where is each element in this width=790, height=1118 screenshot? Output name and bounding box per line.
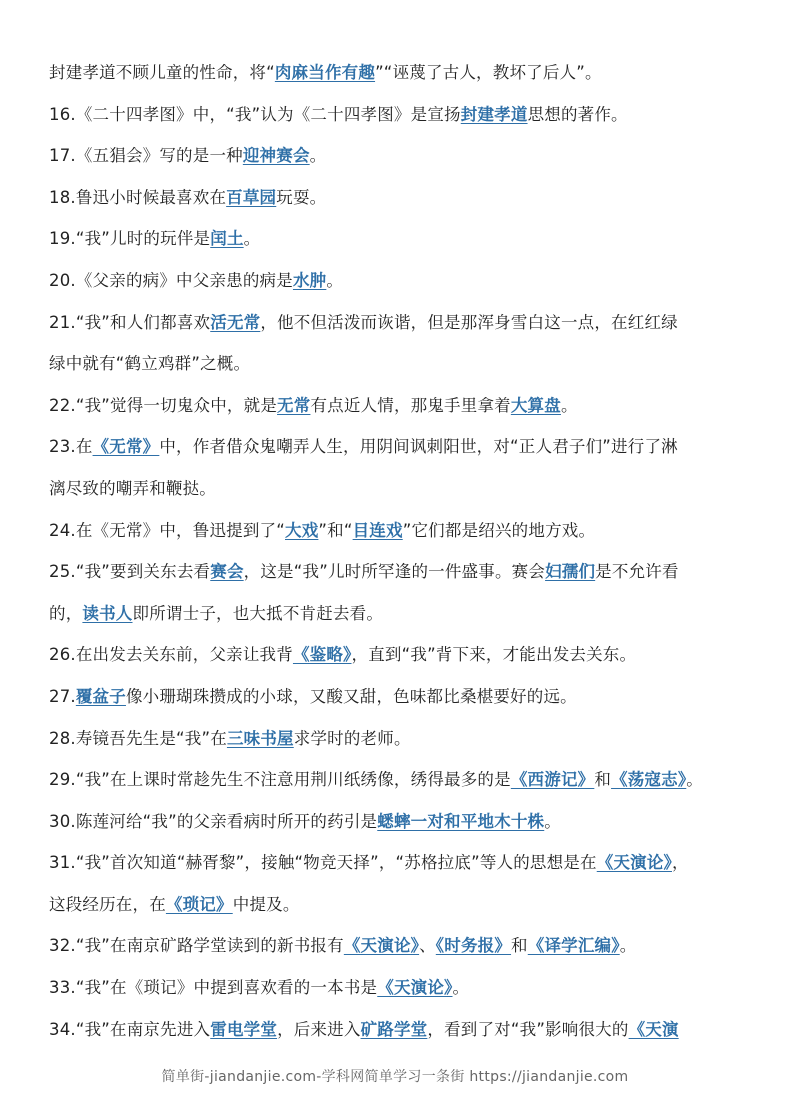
answer-text: 覆盆子 <box>75 686 126 706</box>
text-line <box>49 385 745 427</box>
answer-text: 《译学汇编》 <box>527 936 620 956</box>
line-text: 思想的著作。 <box>527 104 628 124</box>
answer-text: 《无常》 <box>92 437 160 457</box>
line-text: ”和“ <box>318 520 353 540</box>
line-text: 中，作者借众鬼嘲弄人生，用阴间讽刺阳世，对“正人君子们”进行了淋 <box>159 437 678 457</box>
document-body <box>49 52 745 1050</box>
line-text: 和 <box>594 770 612 790</box>
line-text: 。 <box>243 229 261 249</box>
answer-text: 目连戏 <box>352 520 403 540</box>
answer-text: 迎神赛会 <box>242 146 310 166</box>
text-line <box>49 842 745 884</box>
line-text: 33.“我”在《琐记》中提到喜欢看的一本书是 <box>49 978 378 998</box>
text-line <box>49 759 745 801</box>
answer-text: 赛会 <box>210 562 244 582</box>
answer-text: 雷电学堂 <box>210 1019 278 1039</box>
answer-text: 《天演 <box>628 1019 679 1039</box>
line-text: ，后来进入 <box>277 1019 361 1039</box>
answer-text: 百草园 <box>226 187 277 207</box>
answer-text: 活无常 <box>210 312 261 332</box>
line-text: 的， <box>49 603 83 623</box>
line-text: 16.《二十四孝图》中，“我”认为《二十四孝图》是宣扬 <box>49 104 461 124</box>
line-text: 29.“我”在上课时常趁先生不注意用荆川纸绣像，绣得最多的是 <box>49 770 511 790</box>
line-text: 中提及。 <box>232 894 300 914</box>
line-text: 封建孝道不顾儿童的性命，将“ <box>49 63 275 82</box>
text-line <box>49 260 745 302</box>
line-text: 。 <box>619 936 637 956</box>
line-text: 是不允许看 <box>595 562 679 582</box>
line-text: 24.在《无常》中，鲁迅提到了“ <box>49 520 285 540</box>
answer-text: 妇孺们 <box>545 562 596 582</box>
text-line <box>49 52 745 94</box>
line-text: 像小珊瑚珠攒成的小球，又酸又甜，色味都比桑椹要好的远。 <box>125 686 577 706</box>
text-line <box>49 718 745 760</box>
text-line <box>49 634 745 676</box>
line-text: 。 <box>452 978 470 998</box>
text-line <box>49 676 745 718</box>
text-line <box>49 426 745 468</box>
line-text: 这段经历在，在 <box>49 894 166 914</box>
line-text: 22.“我”觉得一切鬼众中，就是 <box>49 395 278 415</box>
line-text: ，直到“我”背下来，才能出发去关东。 <box>351 645 637 665</box>
text-line <box>49 884 745 926</box>
line-text: 23.在 <box>49 437 93 457</box>
answer-text: 大算盘 <box>510 395 561 415</box>
line-text: 34.“我”在南京先进入 <box>49 1019 211 1039</box>
text-line <box>49 218 745 260</box>
text-line <box>49 801 745 843</box>
answer-text: 《荡寇志》 <box>611 770 687 790</box>
answer-text: 《天演论》 <box>343 936 420 956</box>
line-text: ，他不但活泼而诙谐，但是那浑身雪白这一点，在红红绿 <box>260 312 678 332</box>
line-text: 27. <box>49 686 76 706</box>
line-text: ，看到了对“我”影响很大的 <box>427 1019 629 1039</box>
answer-text: 矿路学堂 <box>360 1019 428 1039</box>
line-text: 求学时的老师。 <box>293 728 411 748</box>
text-line <box>49 468 745 510</box>
text-line <box>49 177 745 219</box>
answer-text: 封建孝道 <box>460 104 528 124</box>
line-text: 20.《父亲的病》中父亲患的病是 <box>49 270 293 290</box>
line-text: 漓尽致的嘲弄和鞭挞。 <box>49 478 216 498</box>
answer-text: 三味书屋 <box>226 728 294 748</box>
line-text: 32.“我”在南京矿路学堂读到的新书报有 <box>49 936 344 956</box>
answer-text: 水肿 <box>292 270 327 290</box>
line-text: 30.陈莲河给“我”的父亲看病时所开的药引是 <box>49 811 378 831</box>
answer-text: 《鉴略》 <box>292 645 352 665</box>
line-text: ， <box>671 853 689 873</box>
line-text: 有点近人情，那鬼手里拿着 <box>310 395 511 415</box>
line-text: 31.“我”首次知道“赫胥黎”，接触“物竞天择”，“苏格拉底”等人的思想是在 <box>49 853 597 873</box>
text-line <box>49 343 745 385</box>
answer-text: 闰土 <box>210 229 244 249</box>
line-text: 26.在出发去关东前，父亲让我背 <box>49 645 293 665</box>
line-text: 。 <box>560 395 578 415</box>
answer-text: 《西游记》 <box>510 770 595 790</box>
answer-text: 大戏 <box>285 520 319 540</box>
text-line <box>49 593 745 635</box>
text-line <box>49 1009 745 1051</box>
text-line <box>49 94 745 136</box>
line-text: ”它们都是绍兴的地方戏。 <box>402 520 596 540</box>
answer-text: 肉麻当作有趣 <box>274 63 376 82</box>
page-footer: 简单街-jiandanjie.com-学科网简单学习一条街 https://jiandanjie.com <box>161 1069 629 1085</box>
text-line <box>49 967 745 1009</box>
answer-text: 《天演论》 <box>377 978 453 998</box>
answer-text: 《琐记》 <box>165 894 233 914</box>
line-text: 21.“我”和人们都喜欢 <box>49 312 211 332</box>
line-text: 28.寿镜吾先生是“我”在 <box>49 728 227 748</box>
line-text: 。 <box>326 270 344 290</box>
line-text: 17.《五猖会》写的是一种 <box>49 146 243 166</box>
line-text: 25.“我”要到关东去看 <box>49 562 211 582</box>
answer-text: 《时务报》 <box>435 936 512 956</box>
line-text: 18.鲁迅小时候最喜欢在 <box>49 187 227 207</box>
line-text: ，这是“我”儿时所罕逢的一件盛事。赛会 <box>243 562 546 582</box>
line-text: 和 <box>511 936 528 956</box>
text-line <box>49 135 745 177</box>
answer-text: 《天演论》 <box>596 853 672 873</box>
text-line <box>49 551 745 593</box>
line-text: 。 <box>544 811 561 831</box>
line-text: 。 <box>686 770 703 790</box>
answer-text: 蟋蟀一对和平地木十株 <box>377 811 545 831</box>
line-text: 19.“我”儿时的玩伴是 <box>49 229 211 249</box>
line-text: 即所谓士子，也大抵不肯赶去看。 <box>132 603 384 623</box>
text-line <box>49 302 745 344</box>
line-text: 绿中就有“鹤立鸡群”之概。 <box>49 354 251 374</box>
line-text: 。 <box>309 146 327 166</box>
line-text: 玩耍。 <box>276 187 327 207</box>
text-line <box>49 925 745 967</box>
text-line <box>49 510 745 552</box>
line-text: ”“诬蔑了古人，教坏了后人”。 <box>375 63 602 82</box>
line-text: 、 <box>419 936 436 956</box>
answer-text: 无常 <box>277 395 311 415</box>
answer-text: 读书人 <box>82 603 133 623</box>
